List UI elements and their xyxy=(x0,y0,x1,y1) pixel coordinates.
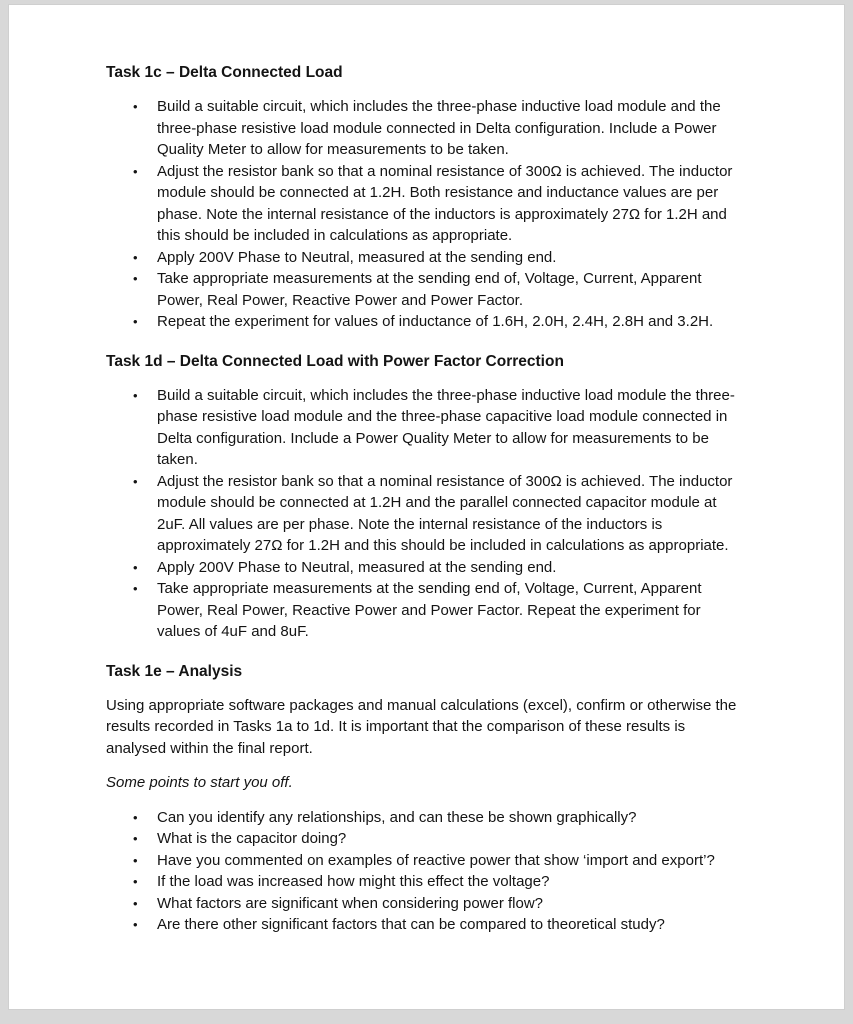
analysis-note-italic: Some points to start you off. xyxy=(106,774,293,791)
analysis-paragraph: Using appropriate software packages and manual calculations (excel), confirm or otherwise the results recorded in Tasks 1a to 1d. It is important that the comparison of these results is analysed within the final report. xyxy=(106,696,737,757)
document-page xyxy=(8,4,845,1010)
section-task-1e xyxy=(106,661,745,936)
bullet-item: • Repeat the experiment for values of inductance of 1.6H, 2.0H, 2.4H, 2.8H and 3.2H. xyxy=(106,311,745,333)
bullet-list-task-1d xyxy=(106,385,745,643)
bullet-item: • Take appropriate measurements at the sending end of, Voltage, Current, Apparent Power, Real Power, Reactive Power and Power Factor. Repeat the experiment for values of 4uF and 8uF. xyxy=(106,578,745,643)
bullet-item: • Adjust the resistor bank so that a nominal resistance of 300Ω is achieved. The inductor module should be connected at 1.2H and the parallel connected capacitor module at 2uF. All values are per phase. Note the internal resistance of the inductors is approximately 27Ω for 1.2H and this should be included in calculations as appropriate. xyxy=(106,471,745,557)
bullet-item: • If the load was increased how might this effect the voltage? xyxy=(106,871,745,893)
section-heading-task-1e: Task 1e – Analysis xyxy=(106,662,243,680)
bullet-item: • Build a suitable circuit, which includes the three-phase inductive load module and the three-phase resistive load module connected in Delta configuration. Include a Power Quality Meter to allow for measurements to be taken. xyxy=(106,96,745,161)
bullet-list-task-1c xyxy=(106,96,745,333)
bullet-item: • Build a suitable circuit, which includes the three-phase inductive load module the three-phase resistive load module and the three-phase capacitive load module connected in Delta configuration. Include a Power Quality Meter to allow for measurements to be taken. xyxy=(106,385,745,471)
bullet-item: • Have you commented on examples of reactive power that show ‘import and export’? xyxy=(106,850,745,872)
section-task-1c xyxy=(106,62,745,333)
section-heading-task-1c: Task 1c – Delta Connected Load xyxy=(106,64,343,81)
bullet-item: • Take appropriate measurements at the sending end of, Voltage, Current, Apparent Power, Real Power, Reactive Power and Power Factor. xyxy=(106,268,745,311)
section-task-1d xyxy=(106,351,745,643)
bullet-list-task-1e xyxy=(106,807,745,936)
bullet-item: • Apply 200V Phase to Neutral, measured at the sending end. xyxy=(106,557,745,579)
bullet-item: • What factors are significant when considering power flow? xyxy=(106,893,745,915)
bullet-item: • Adjust the resistor bank so that a nominal resistance of 300Ω is achieved. The inductor module should be connected at 1.2H. Both resistance and inductance values are per phase. Note the internal resistance of the inductors is approximately 27Ω for 1.2H and this should be included in calculations as appropriate. xyxy=(106,161,745,247)
section-heading-task-1d: Task 1d – Delta Connected Load with Power Factor Correction xyxy=(106,352,564,370)
bullet-item: • Can you identify any relationships, and can these be shown graphically? xyxy=(106,807,745,829)
bullet-item: • What is the capacitor doing? xyxy=(106,828,745,850)
bullet-item: • Apply 200V Phase to Neutral, measured at the sending end. xyxy=(106,247,745,269)
bullet-item: • Are there other significant factors that can be compared to theoretical study? xyxy=(106,914,745,936)
